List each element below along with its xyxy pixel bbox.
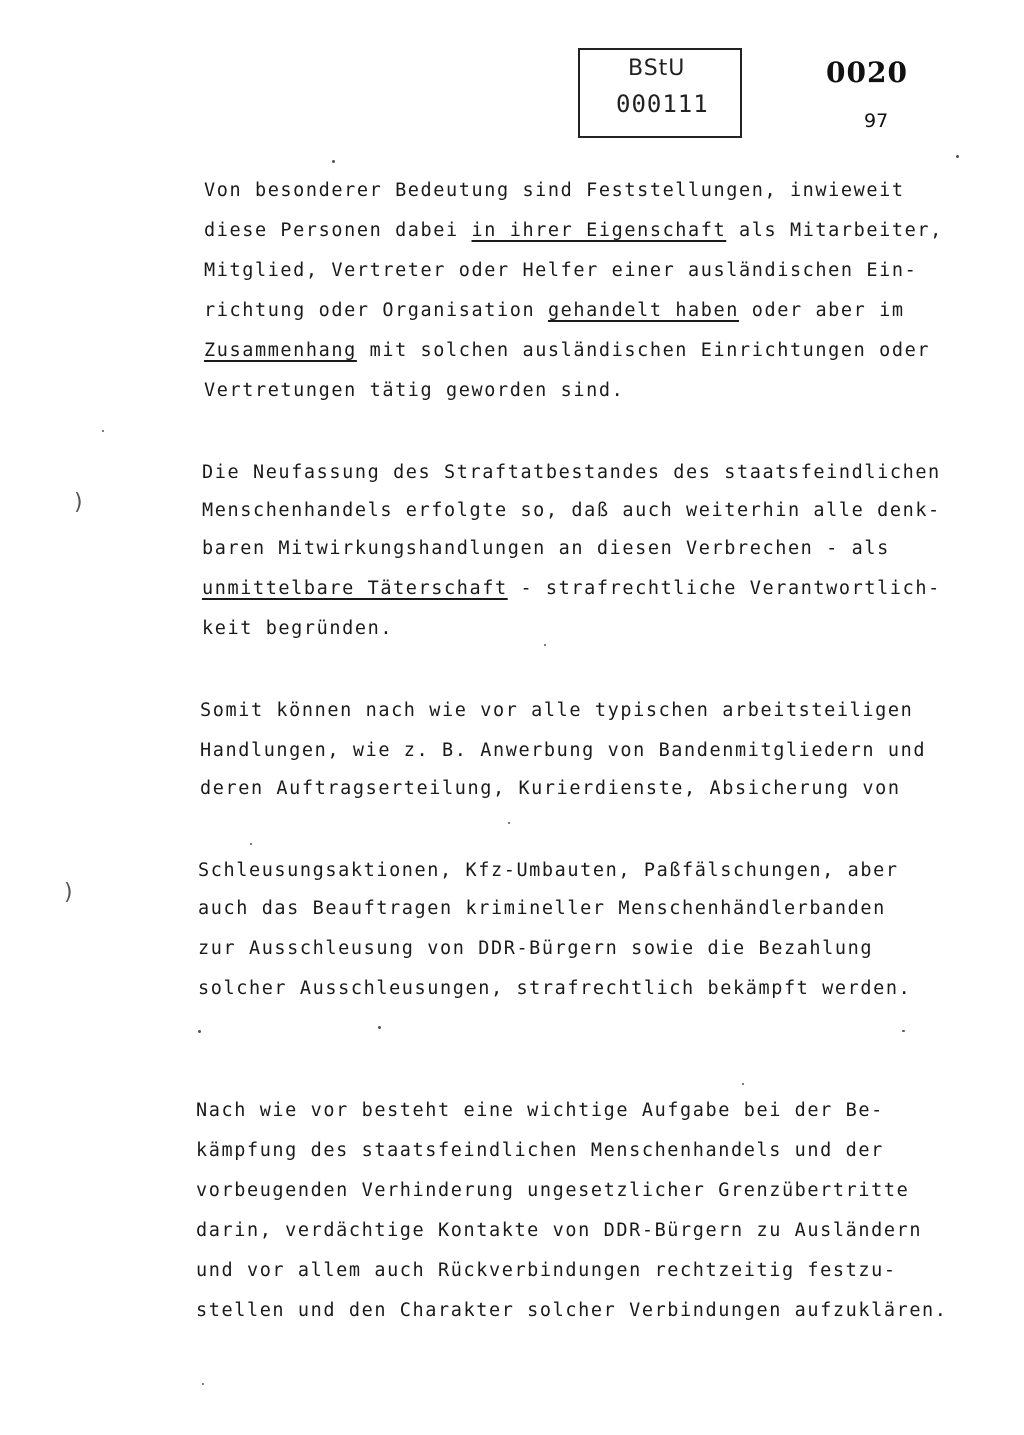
- text-segment: Menschenhandels erfolgte so, daß auch weiterhin alle denk-: [202, 500, 941, 521]
- scan-speck: [250, 843, 252, 845]
- text-segment: deren Auftragserteilung, Kurierdienste, Absicherung von: [200, 778, 901, 799]
- scan-speck: [742, 1083, 744, 1085]
- text-line: [196, 1140, 884, 1161]
- text-line: [200, 700, 913, 721]
- underlined-phrase: in ihrer Eigenschaft: [471, 220, 727, 241]
- scan-speck: [378, 1026, 381, 1029]
- page-number: 97: [864, 110, 889, 132]
- text-segment: richtung oder Organisation: [204, 300, 548, 321]
- text-line: [204, 220, 943, 241]
- text-segment: Vertretungen tätig geworden sind.: [204, 380, 625, 401]
- text-segment: Handlungen, wie z. B. Anwerbung von Bandenmitgliedern und: [200, 740, 927, 761]
- folio-number: 0020: [826, 56, 908, 89]
- text-segment: Mitglied, Vertreter oder Helfer einer ausländischen Ein-: [204, 260, 918, 281]
- scan-speck: [902, 1030, 905, 1032]
- text-line: [202, 538, 890, 559]
- text-line: [196, 1100, 884, 1121]
- scan-speck: [332, 160, 335, 163]
- underlined-phrase: unmittelbare Täterschaft: [202, 578, 508, 599]
- scan-speck: [508, 822, 510, 824]
- scan-speck: [956, 155, 959, 158]
- scan-speck: [198, 1030, 201, 1033]
- text-line: [204, 300, 905, 321]
- margin-mark: ): [74, 490, 83, 515]
- text-segment: Somit können nach wie vor alle typischen arbeitsteiligen: [200, 700, 914, 721]
- text-segment: oder aber im: [739, 300, 905, 321]
- text-segment: stellen und den Charakter solcher Verbindungen aufzuklären.: [196, 1300, 948, 1321]
- text-line: [202, 578, 941, 599]
- text-segment: Schleusungsaktionen, Kfz-Umbauten, Paßfälschungen, aber: [198, 860, 899, 881]
- text-segment: - strafrechtliche Verantwortlich-: [507, 578, 941, 599]
- text-line: [198, 978, 911, 999]
- text-segment: Die Neufassung des Straftatbestandes des staatsfeindlichen: [202, 462, 941, 483]
- text-line: [198, 898, 886, 919]
- text-segment: mit solchen ausländischen Einrichtungen oder: [356, 340, 931, 361]
- underlined-phrase: gehandelt haben: [547, 300, 740, 321]
- text-segment: keit begründen.: [202, 618, 394, 639]
- underlined-phrase: Zusammenhang: [204, 340, 357, 361]
- scan-speck: [102, 430, 104, 432]
- text-line: [202, 500, 941, 521]
- text-segment: Von besonderer Bedeutung sind Feststellungen, inwieweit: [204, 180, 905, 201]
- text-line: [200, 740, 926, 761]
- text-line: [196, 1180, 909, 1201]
- archive-stamp: [578, 48, 742, 138]
- text-segment: diese Personen dabei: [204, 220, 472, 241]
- text-line: [196, 1220, 922, 1241]
- text-line: [204, 340, 930, 361]
- text-line: [200, 778, 901, 799]
- text-line: [198, 860, 899, 881]
- text-line: [196, 1300, 948, 1321]
- text-line: [204, 180, 905, 201]
- margin-mark: ): [64, 880, 73, 905]
- text-segment: auch das Beauftragen krimineller Menschenhändlerbanden: [198, 898, 886, 919]
- text-line: [196, 1260, 897, 1281]
- scan-speck: [202, 1383, 204, 1385]
- stamp-agency: BStU: [628, 56, 686, 81]
- text-segment: und vor allem auch Rückverbindungen rechtzeitig festzu-: [196, 1260, 897, 1281]
- text-segment: baren Mitwirkungshandlungen an diesen Verbrechen - als: [202, 538, 890, 559]
- text-line: [204, 260, 917, 281]
- text-segment: kämpfung des staatsfeindlichen Menschenhandels und der: [196, 1140, 884, 1161]
- scan-speck: [544, 644, 546, 646]
- text-segment: vorbeugenden Verhinderung ungesetzlicher Grenzübertritte: [196, 1180, 910, 1201]
- text-segment: Nach wie vor besteht eine wichtige Aufgabe bei der Be-: [196, 1100, 884, 1121]
- text-line: [198, 938, 873, 959]
- text-segment: darin, verdächtige Kontakte von DDR-Bürgern zu Ausländern: [196, 1220, 923, 1241]
- text-segment: solcher Ausschleusungen, strafrechtlich bekämpft werden.: [198, 978, 912, 999]
- text-line: [202, 462, 941, 483]
- text-line: [204, 380, 624, 401]
- text-line: [202, 618, 393, 639]
- text-segment: als Mitarbeiter,: [726, 220, 943, 241]
- text-segment: zur Ausschleusung von DDR-Bürgern sowie die Bezahlung: [198, 938, 874, 959]
- stamp-number: 000111: [616, 90, 709, 118]
